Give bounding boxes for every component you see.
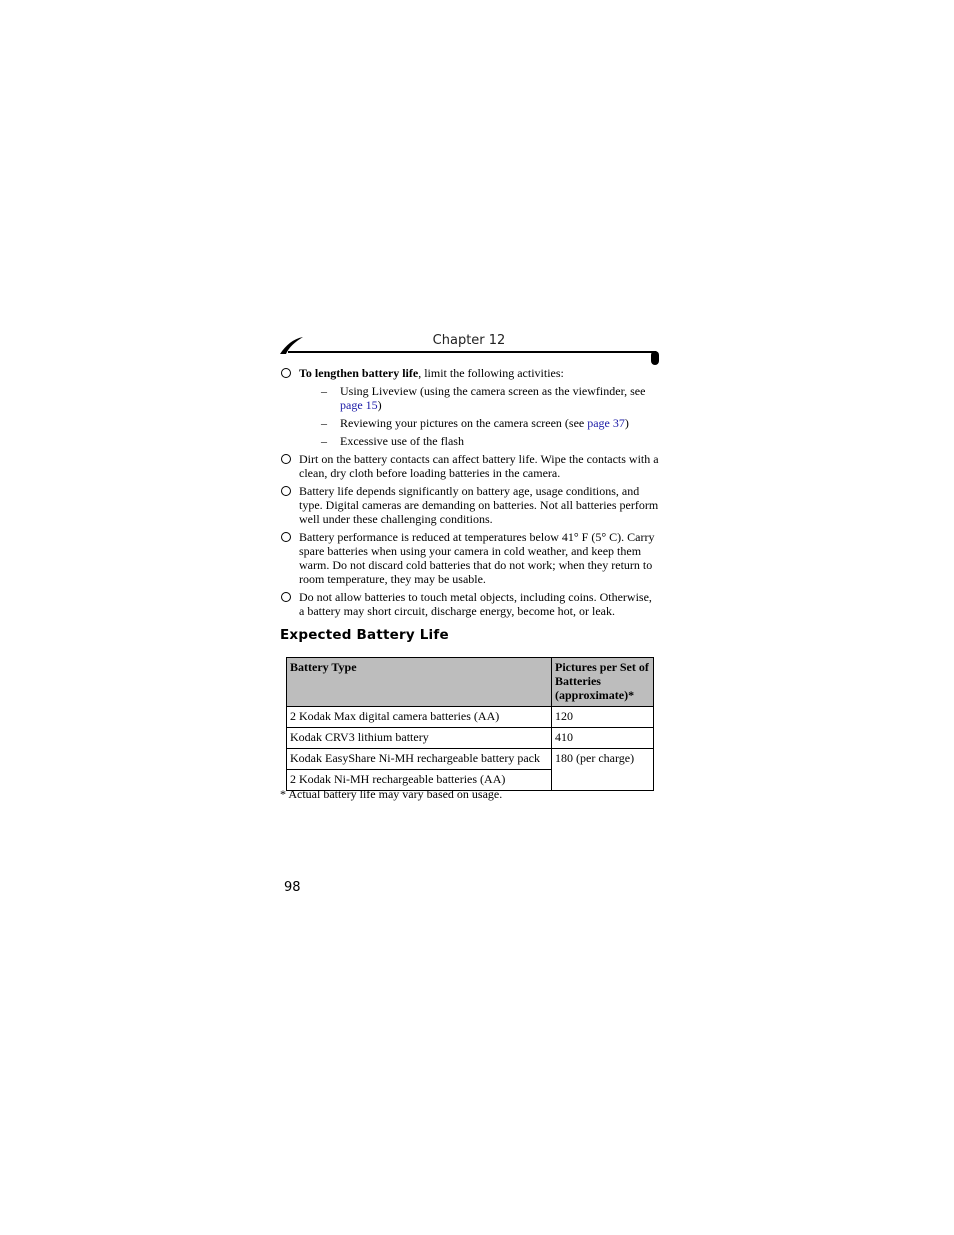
chapter-label: Chapter 12 (432, 333, 506, 348)
battery-type-cell: 2 Kodak Ni-MH rechargeable batteries (AA) (287, 770, 552, 791)
dash-icon: – (321, 384, 327, 398)
list-item (280, 530, 660, 586)
bullet-circle-icon (281, 486, 291, 496)
battery-type-cell: 2 Kodak Max digital camera batteries (AA) (287, 707, 552, 728)
bullet-text: , limit the following activities: (418, 366, 564, 380)
list-item (280, 366, 660, 448)
table-row (287, 749, 654, 770)
tips-list (280, 366, 660, 622)
bullet-circle-icon (281, 532, 291, 542)
table-row (287, 707, 654, 728)
header-end-dot (651, 351, 659, 365)
battery-type-cell: Kodak EasyShare Ni-MH rechargeable battery pack (287, 749, 552, 770)
sub-list-item (299, 416, 660, 430)
bullet-text: Do not allow batteries to touch metal objects, including coins. Otherwise, a battery may short circuit, discharge energy, become hot, or leak. (299, 590, 652, 618)
list-item (280, 590, 660, 618)
bullet-circle-icon (281, 592, 291, 602)
battery-life-table (286, 657, 654, 791)
page-link[interactable]: page 15 (340, 398, 378, 412)
sub-item-text: Using Liveview (using the camera screen as the viewfinder, see (340, 384, 646, 398)
pictures-cell: 120 (552, 707, 654, 728)
battery-type-cell: Kodak CRV3 lithium battery (287, 728, 552, 749)
sub-item-close: ) (377, 398, 382, 412)
dash-icon: – (321, 434, 327, 448)
sub-item-close: ) (624, 416, 629, 430)
sub-item-text: Reviewing your pictures on the camera screen (see (340, 416, 588, 430)
page-number: 98 (284, 880, 301, 895)
page-link[interactable]: page 37 (587, 416, 625, 430)
bullet-bold-text: To lengthen battery life (299, 366, 419, 380)
list-item (280, 484, 660, 526)
bullet-circle-icon (281, 454, 291, 464)
sub-list-item (299, 434, 660, 448)
table-row (287, 728, 654, 749)
bullet-circle-icon (281, 368, 291, 378)
bullet-text: Battery performance is reduced at temperatures below 41° F (5° C). Carry spare batteries when using your camera in cold weather, and keep them warm. Do not discard cold batteries that do not work; when they return to room temperature, they may be usable. (299, 530, 655, 586)
column-header: Battery Type (287, 658, 552, 707)
pictures-cell: 180 (per charge) (552, 749, 654, 791)
column-header: Pictures per Set of Batteries (approximate)* (552, 658, 654, 707)
dash-icon: – (321, 416, 327, 430)
pictures-cell: 410 (552, 728, 654, 749)
section-title: Expected Battery Life (280, 627, 449, 643)
list-item (280, 452, 660, 480)
table-header-row (287, 658, 654, 707)
table-footnote: * Actual battery life may vary based on usage. (280, 787, 503, 801)
sub-item-text: Excessive use of the flash (340, 434, 464, 448)
chapter-header (280, 330, 662, 366)
bullet-text: Dirt on the battery contacts can affect battery life. Wipe the contacts with a clean, dry cloth before loading batteries in the camera. (299, 452, 659, 480)
bullet-text: Battery life depends significantly on battery age, usage conditions, and type. Digital cameras are demanding on batteries. Not all batteries perform well under these challenging conditions. (299, 484, 659, 526)
header-rule (288, 351, 656, 353)
sub-list-item (299, 384, 660, 412)
